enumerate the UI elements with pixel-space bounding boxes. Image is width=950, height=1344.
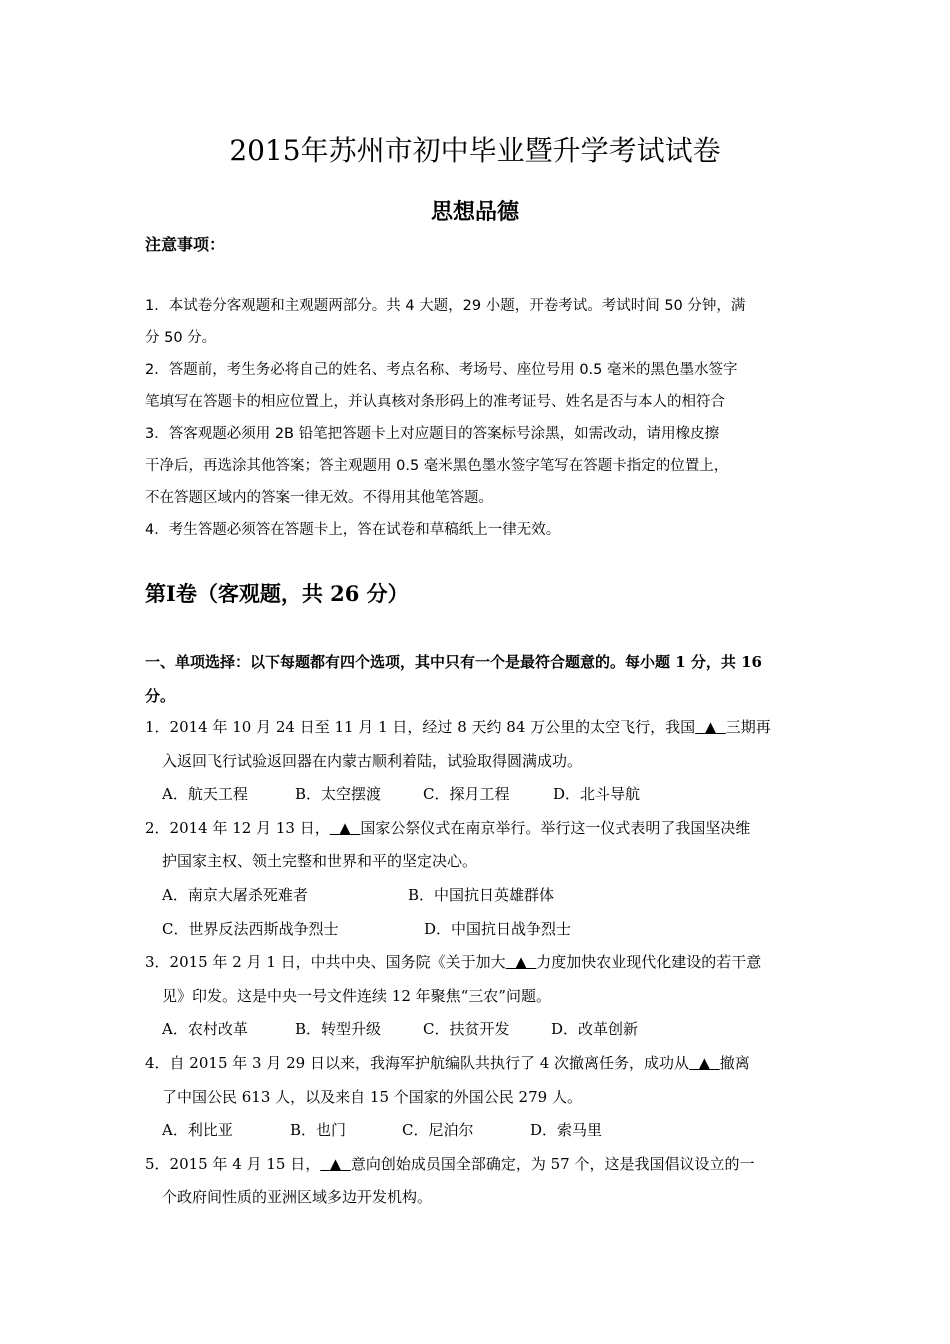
question-line: 了中国公民 613 人，以及来自 15 个国家的外国公民 279 人。 — [162, 1087, 582, 1106]
option-a: A．南京大屠杀死难者 — [162, 885, 308, 904]
part-heading-line: 分。 — [145, 687, 176, 705]
question-text: 国家公祭仪式在南京举行。举行这一仪式表明了我国坚决维 — [360, 818, 751, 837]
blank-mark: ▲ — [698, 1053, 711, 1072]
option-a: A．利比亚 — [162, 1121, 233, 1140]
options-row — [145, 778, 815, 812]
option-b: B．太空摆渡 — [295, 785, 382, 804]
blank-mark: ▲ — [704, 718, 717, 736]
question-5 — [145, 1148, 815, 1215]
answer-blank — [506, 953, 537, 971]
option-a: A．农村改革 — [162, 1020, 248, 1039]
answer-blank — [695, 718, 726, 736]
option-b: B．转型升级 — [295, 1020, 382, 1039]
blank-mark: ▲ — [339, 818, 351, 837]
notice-line: 3．答客观题必须用 2B 铅笔把答题卡上对应题目的答案标号涂黑，如需改动，请用橡皮擦 — [145, 426, 720, 442]
notice-line: 分 50 分。 — [145, 330, 217, 346]
notice-line: 不在答题区域内的答案一律无效。不得用其他笔答题。 — [145, 490, 493, 506]
question-line — [145, 812, 815, 846]
options-row — [145, 913, 815, 947]
options-row — [145, 879, 815, 913]
section-heading: 第Ⅰ卷（客观题，共 26 分） — [145, 581, 409, 606]
notice-line: 笔填写在答题卡的相应位置上，并认真核对条形码上的准考证号、姓名是否与本人的相符合 — [145, 394, 725, 410]
question-text: 5．2015 年 4 月 15 日， — [145, 1154, 321, 1173]
option-a: A．航天工程 — [162, 785, 248, 804]
question-4 — [145, 1047, 815, 1148]
answer-blank — [320, 1155, 351, 1173]
part-heading-line: 一、单项选择：以下每题都有四个选项，其中只有一个是最符合题意的。每小题 1 分，共 16 — [145, 653, 762, 671]
answer-blank — [330, 819, 361, 837]
answer-blank — [689, 1054, 720, 1072]
question-line: 见》印发。这是中央一号文件连续 12 年聚焦“三农”问题。 — [162, 986, 551, 1005]
option-b: B．中国抗日英雄群体 — [408, 885, 555, 904]
options-row — [145, 1114, 815, 1148]
option-c: C．世界反法西斯战争烈士 — [162, 919, 339, 938]
option-d: D．北斗导航 — [553, 785, 641, 804]
part-heading — [145, 645, 815, 713]
question-line — [145, 1148, 815, 1182]
notice-list — [145, 290, 815, 546]
question-text: 三期再 — [725, 718, 771, 736]
options-row — [145, 1013, 815, 1047]
question-text: 撤离 — [719, 1053, 750, 1072]
question-2 — [145, 812, 815, 946]
option-c: C．尼泊尔 — [402, 1121, 474, 1140]
question-line — [145, 946, 815, 980]
question-text: 2．2014 年 12 月 13 日， — [145, 818, 330, 837]
question-1 — [145, 711, 815, 812]
notice-line: 干净后，再选涂其他答案；答主观题用 0.5 毫米黑色墨水签字笔写在答题卡指定的位置上， — [145, 458, 729, 474]
question-list — [145, 711, 815, 1215]
question-line: 入返回飞行试验返回器在内蒙古顺利着陆，试验取得圆满成功。 — [162, 751, 583, 770]
question-text: 1．2014 年 10 月 24 日至 11 月 1 日，经过 8 天约 84 万公里的太空飞行，我国 — [145, 718, 696, 736]
question-text: 意向创始成员国全部确定，为 57 个，这是我国倡议设立的一 — [350, 1154, 755, 1173]
notice-heading: 注意事项： — [145, 235, 226, 254]
question-line — [145, 711, 815, 745]
question-line: 个政府间性质的亚洲区域多边开发机构。 — [162, 1188, 433, 1207]
option-c: C．探月工程 — [423, 785, 510, 804]
question-text: 力度加快农业现代化建设的若干意 — [536, 953, 762, 972]
blank-mark: ▲ — [515, 953, 527, 972]
notice-line: 4．考生答题必须答在答题卡上，答在试卷和草稿纸上一律无效。 — [145, 522, 561, 538]
option-d: D．中国抗日战争烈士 — [424, 919, 572, 938]
option-b: B．也门 — [290, 1121, 347, 1140]
option-c: C．扶贫开发 — [423, 1020, 510, 1039]
question-text: 4．自 2015 年 3 月 29 日以来，我海军护航编队共执行了 4 次撤离任务，成功从 — [145, 1053, 690, 1072]
question-text: 3．2015 年 2 月 1 日，中共中央、国务院《关于加大 — [145, 953, 506, 972]
question-line: 护国家主权、领土完整和世界和平的坚定决心。 — [162, 852, 478, 871]
notice-line: 1．本试卷分客观题和主观题两部分。共 4 大题，29 小题，开卷考试。考试时间 50 分钟，满 — [145, 298, 746, 314]
exam-subject: 思想品德 — [430, 199, 519, 225]
question-line — [145, 1047, 815, 1081]
notice-line: 2．答题前，考生务必将自己的姓名、考点名称、考场号、座位号用 0.5 毫米的黑色墨水签字 — [145, 362, 738, 378]
blank-mark: ▲ — [329, 1154, 342, 1173]
option-d: D．索马里 — [530, 1121, 603, 1140]
exam-title: 2015年苏州市初中毕业暨升学考试试卷 — [229, 134, 721, 167]
question-3 — [145, 946, 815, 1047]
option-d: D．改革创新 — [551, 1020, 639, 1039]
